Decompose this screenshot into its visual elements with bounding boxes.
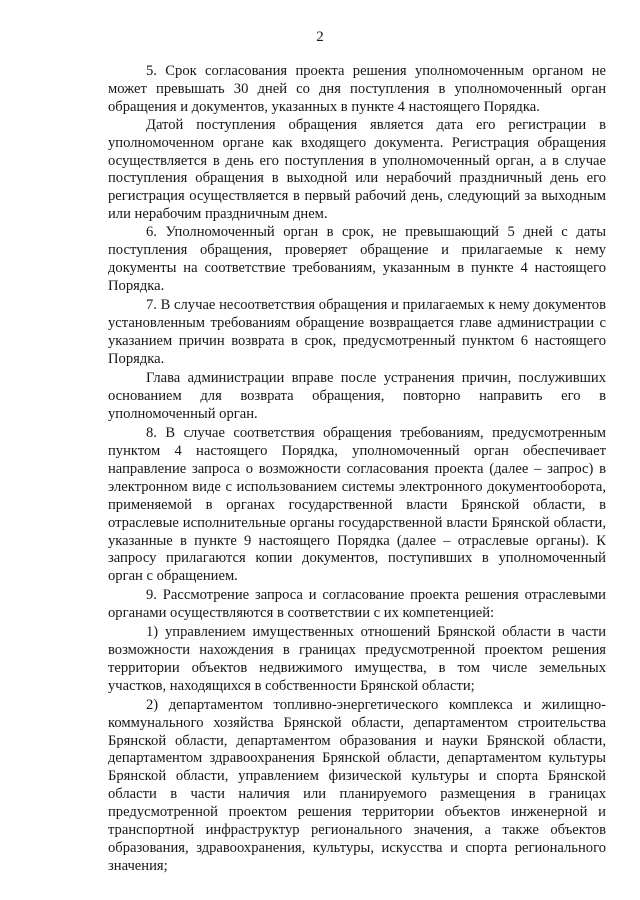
paragraph-5-deadline: 5. Срок согласования проекта решения уполномоченным органом не может превышать 30 дней со дня поступления в уполномоченный орган обращения и документов, указанных в пункте 4 настоящего Порядка. xyxy=(108,63,606,115)
paragraph-7-return: 7. В случае несоответствия обращения и прилагаемых к нему документов установленным требованиям обращение возвращается главе администрации с указанием причин возврата в срок, предусмотренный пунктом 6 настоящего Порядка. xyxy=(108,296,606,367)
paragraph-resubmission: Глава администрации вправе после устранения причин, послуживших основанием для возврата обращения, повторно направить его в уполномоченный орган. xyxy=(108,370,606,423)
document-body xyxy=(108,63,606,876)
paragraph-6-verification: 6. Уполномоченный орган в срок, не превышающий 5 дней с даты поступления обращения, проверяет обращение и прилагаемые к нему документы на соответствие требованиям, указанным в пункте 4 настоящего Порядка. xyxy=(108,224,606,294)
paragraph-registration-date: Датой поступления обращения является дата его регистрации в уполномоченном органе как входящего документа. Регистрация обращения осуществляется в день его поступления в уполномоченный орган, а в случае поступления обращения в выходной или нерабочий праздничный день его регистрация осуществляется в первый рабочий день, следующий за выходным или нерабочим праздничным днем. xyxy=(108,116,606,223)
page-number: 2 xyxy=(316,29,324,45)
paragraph-9-item-2: 2) департаментом топливно-энергетического комплекса и жилищно-коммунального хозяйства Брянской области, департаментом строительства Брянской области, департаментом образования и науки Брянской области, департаментом здравоохранения Брянской области, департаментом культуры Брянской области, управлением физической культуры и спорта Брянской области в части наличия или планируемого размещения в границах предусмотренной проектом решения территории объектов инженерной и транспортной инфраструктур регионального значения, а также объектов образования, здравоохранения, культуры, искусства и спорта регионального значения; xyxy=(108,696,606,874)
paragraph-9-item-1: 1) управлением имущественных отношений Брянской области в части возможности нахождения в границах предусмотренной проектом решения территории объектов недвижимого имущества, в том числе земельных участков, находящихся в собственности Брянской области; xyxy=(108,624,606,694)
paragraph-9-review: 9. Рассмотрение запроса и согласование проекта решения отраслевыми органами осуществляются в соответствии с их компетенцией: xyxy=(108,587,606,622)
paragraph-8-request: 8. В случае соответствия обращения требованиям, предусмотренным пунктом 4 настоящего Порядка, уполномоченный орган обеспечивает направление запроса о возможности согласования проекта (далее – запрос) в электронном виде с использованием системы электронного документооборота, применяемой в органах государственной власти Брянской области, в отраслевые исполнительные органы государственной власти Брянской области, указанные в пункте 9 настоящего Порядка (далее – отраслевые органы). К запросу прилагаются копии документов, поступивших в уполномоченный орган с обращением. xyxy=(108,425,606,585)
